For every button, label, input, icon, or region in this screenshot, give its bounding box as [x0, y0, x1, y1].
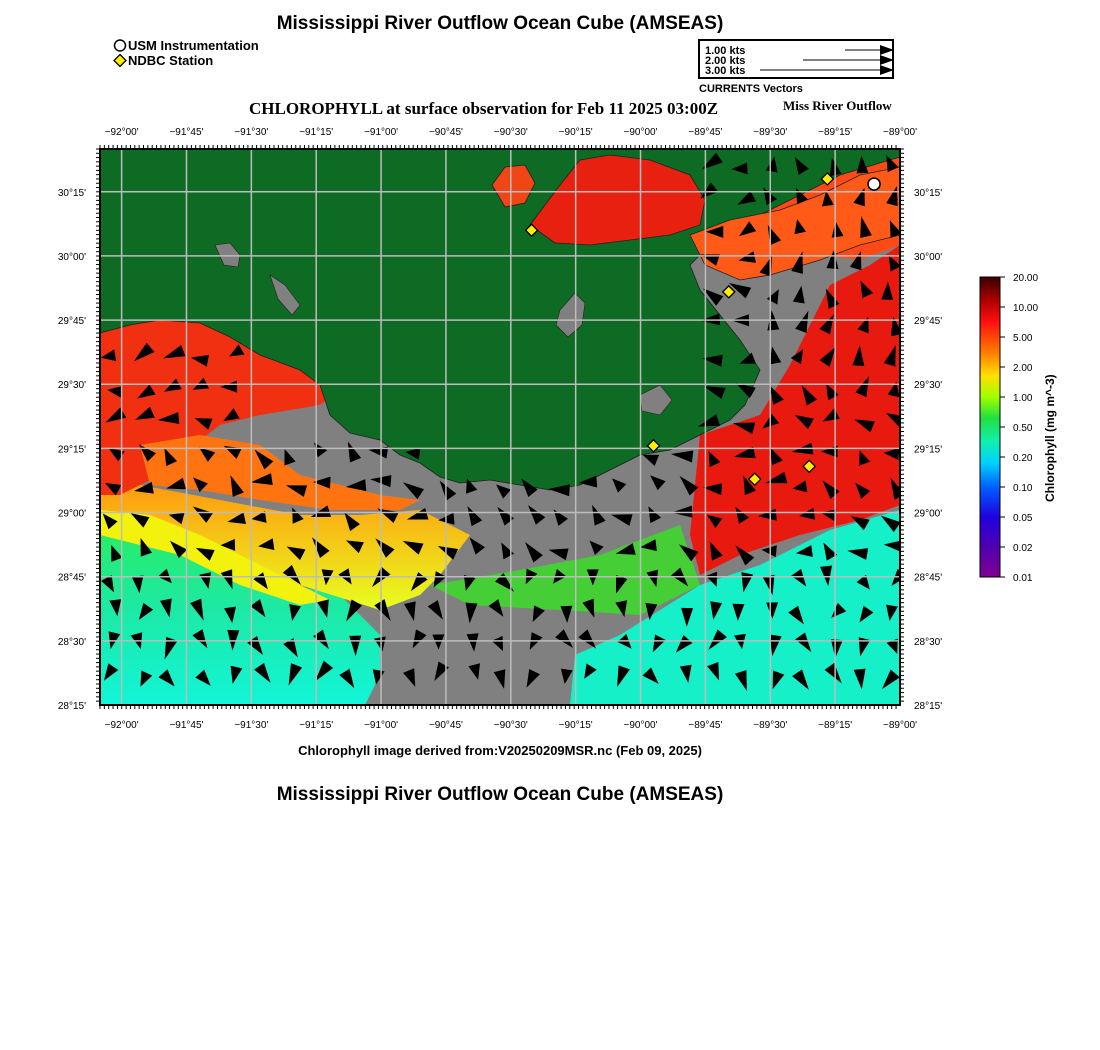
- lon-tick-label: −91°15': [299, 127, 334, 138]
- colorbar-tick-label: 0.01: [1013, 573, 1033, 584]
- footer-title: Mississippi River Outflow Ocean Cube (AMSEAS): [276, 784, 724, 805]
- lat-tick-label: 28°45': [914, 572, 943, 584]
- colorbar-tick-label: 0.02: [1013, 543, 1033, 554]
- vector-scale-label-2: 2.00 kts: [705, 55, 746, 67]
- lat-labels-right: [914, 188, 942, 712]
- lon-tick-label: −90°30': [493, 720, 528, 731]
- usm-station-marker: [868, 178, 880, 190]
- lon-tick-label: −89°15': [818, 720, 853, 731]
- lat-tick-label: 30°15': [914, 187, 943, 199]
- lat-tick-label: 28°15': [57, 701, 86, 712]
- lat-tick-label: 29°45': [57, 316, 86, 328]
- lon-tick-label: −90°15': [558, 127, 593, 138]
- lon-tick-label: −91°30': [234, 720, 269, 731]
- colorbar-tick-label: 0.10: [1013, 483, 1033, 494]
- lon-tick-label: −90°45': [428, 127, 463, 138]
- ndbc-legend-label: NDBC Station: [128, 53, 214, 68]
- colorbar-tick-label: 2.00: [1013, 363, 1033, 374]
- lat-tick-label: 29°15': [57, 444, 86, 456]
- lon-tick-label: −90°00': [623, 127, 658, 138]
- lat-tick-label: 30°00': [57, 251, 86, 263]
- lon-tick-label: −89°00': [883, 127, 917, 138]
- lat-tick-label: 29°30': [57, 380, 86, 392]
- vector-scale-label-1: 1.00 kts: [705, 45, 746, 57]
- lon-tick-label: −89°15': [818, 127, 853, 138]
- lon-tick-label: −89°30': [753, 127, 788, 138]
- lat-tick-label: 28°45': [57, 572, 86, 584]
- lon-tick-label: −91°45': [169, 720, 204, 731]
- lon-tick-label: −91°30': [234, 127, 269, 138]
- vector-scale-arrows: [700, 41, 896, 81]
- region-label: Miss River Outflow: [783, 98, 892, 113]
- lon-tick-label: −90°45': [428, 720, 463, 731]
- lat-tick-label: 29°45': [914, 316, 943, 328]
- colorbar-title: Chlorophyll (mg m^-3): [1043, 374, 1057, 502]
- lat-tick-label: 29°30': [914, 380, 943, 392]
- lon-tick-label: −91°15': [299, 720, 334, 731]
- colorbar-ticks: [1000, 273, 1038, 584]
- vector-scale-box: [698, 39, 894, 79]
- lon-tick-label: −89°45': [688, 127, 723, 138]
- source-caption: Chlorophyll image derived from:V20250209MSR.nc (Feb 09, 2025): [298, 743, 702, 758]
- colorbar-tick-label: 0.05: [1013, 513, 1033, 524]
- lon-tick-label: −89°45': [688, 720, 723, 731]
- lat-tick-label: 30°15': [57, 187, 86, 199]
- lon-tick-label: −90°15': [558, 720, 593, 731]
- lat-tick-label: 29°00': [57, 508, 86, 520]
- station-legend: [112, 38, 259, 68]
- colorbar-tick-label: 5.00: [1013, 333, 1033, 344]
- lon-tick-label: −91°00': [364, 720, 399, 731]
- lon-tick-label: −89°30': [753, 720, 788, 731]
- colorbar-tick-label: 1.00: [1013, 393, 1033, 404]
- lon-tick-label: −92°00': [104, 720, 139, 731]
- chlorophyll-map: [0, 115, 960, 735]
- ndbc-diamond-icon: [112, 53, 128, 68]
- lon-tick-label: −92°00': [104, 127, 139, 138]
- lat-tick-label: 28°30': [914, 636, 943, 648]
- page-title: Mississippi River Outflow Ocean Cube (AMSEAS): [276, 13, 724, 34]
- lon-labels-top: [105, 127, 917, 138]
- vector-scale-label-3: 3.00 kts: [705, 65, 746, 77]
- colorbar-tick-label: 10.00: [1013, 303, 1039, 314]
- colorbar-gradient: [980, 277, 1000, 577]
- lon-tick-label: −91°45': [169, 127, 204, 138]
- usm-circle-icon: [112, 38, 128, 53]
- colorbar-tick-label: 0.20: [1013, 453, 1033, 464]
- colorbar-tick-label: 20.00: [1013, 273, 1039, 284]
- lat-tick-label: 30°00': [914, 251, 943, 263]
- lat-tick-label: 28°30': [57, 636, 86, 648]
- lon-tick-label: −90°00': [623, 720, 658, 731]
- lat-labels-left: [58, 188, 86, 712]
- currents-vectors-caption: CURRENTS Vectors: [699, 83, 803, 95]
- colorbar: [975, 272, 1045, 584]
- usm-legend-label: USM Instrumentation: [128, 38, 259, 53]
- map-subtitle: CHLOROPHYLL at surface observation for Feb 11 2025 03:00Z: [249, 99, 719, 118]
- lat-tick-label: 29°15': [914, 444, 943, 456]
- colorbar-tick-label: 0.50: [1013, 423, 1033, 434]
- lon-labels-bottom: [105, 720, 917, 731]
- lat-tick-label: 28°15': [914, 701, 943, 712]
- lon-tick-label: −90°30': [493, 127, 528, 138]
- lon-tick-label: −91°00': [364, 127, 399, 138]
- lat-tick-label: 29°00': [914, 508, 943, 520]
- lon-tick-label: −89°00': [883, 720, 917, 731]
